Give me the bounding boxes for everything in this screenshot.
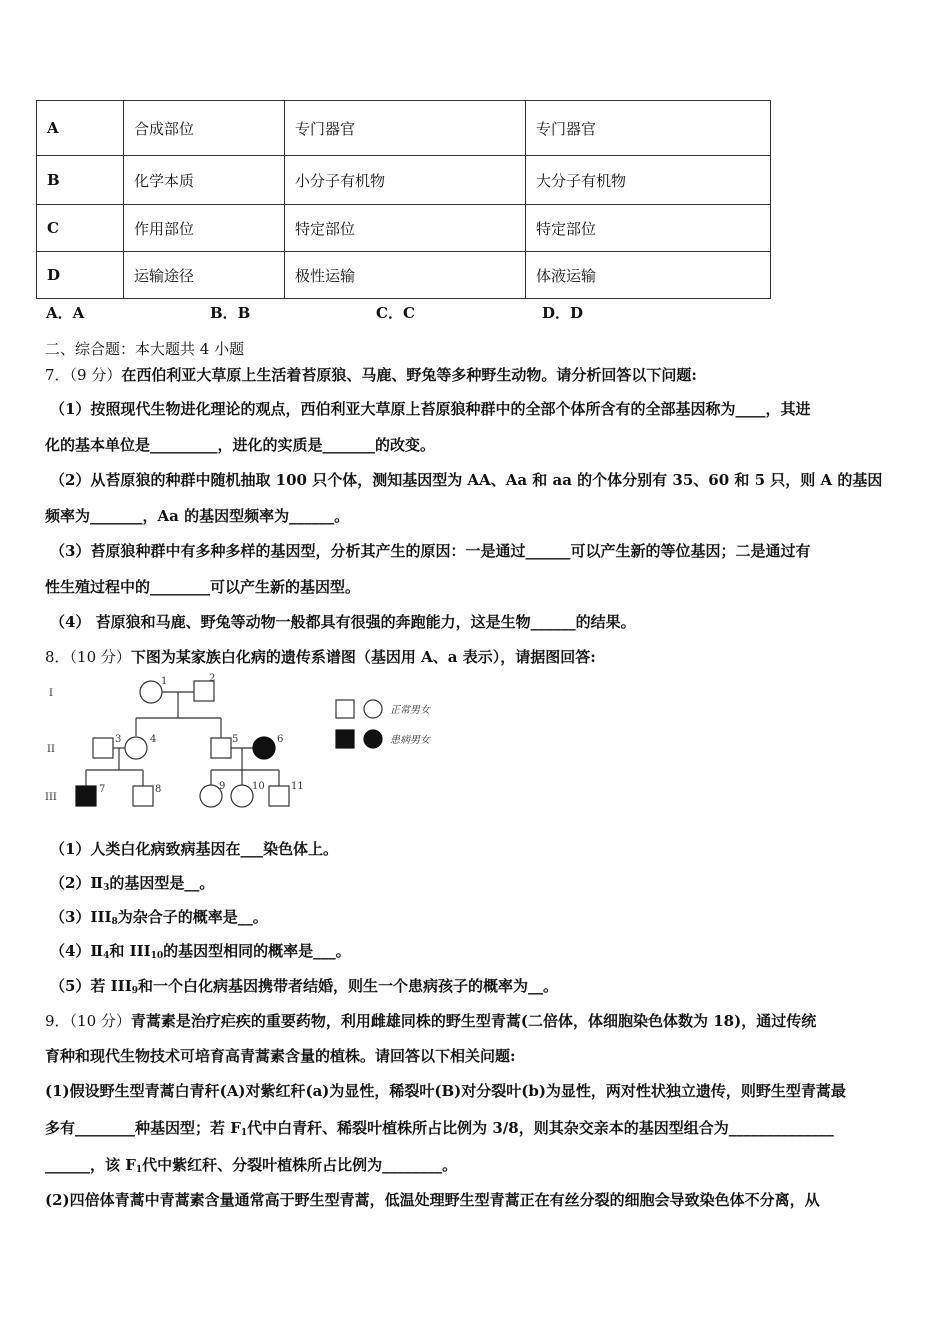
row-aspect: 作用部位 — [124, 205, 285, 252]
legend-affected-male — [336, 730, 354, 748]
table-row — [37, 252, 771, 299]
q8-s4-sub2: 10 — [150, 951, 164, 961]
gen-label: II — [47, 744, 55, 755]
individual-1 — [140, 681, 162, 703]
id-label: 1 — [161, 676, 168, 687]
row-col2: 体液运输 — [526, 252, 771, 299]
table-row — [37, 156, 771, 205]
option-b[interactable]: B．B — [210, 304, 251, 322]
row-label: D — [37, 252, 124, 299]
q8-s4-pre: （4）Ⅱ — [50, 942, 104, 960]
individual-2 — [194, 681, 214, 701]
option-a[interactable]: A．A — [46, 304, 85, 322]
q8-s2-sub: 3 — [103, 883, 110, 893]
individual-8 — [133, 786, 153, 806]
id-label: 2 — [209, 673, 216, 684]
q8-s2 — [50, 872, 214, 893]
table-row — [37, 101, 771, 156]
q8-s5-pre: （5）若 III — [50, 977, 132, 995]
comparison-table — [36, 100, 771, 299]
id-label: 6 — [277, 734, 284, 745]
id-label: 9 — [219, 781, 226, 792]
q8-s5 — [50, 975, 558, 996]
q9-p1a: (1)假设野生型青蒿白青秆(A)对紫红秆(a)为显性，稀裂叶(B)对分裂叶(b)为显性，两对性状独立遗传，则野生型青蒿最 — [45, 1082, 846, 1100]
q7-p2a: （2）从苔原狼的种群中随机抽取 100 只个体，测知基因型为 AA、Aa 和 aa 的个体分别有 35、60 和 5 只，则 A 的基因 — [50, 471, 883, 489]
q8-s3-pre: （3）III — [50, 908, 112, 926]
q8-number: 8．（10 分） — [45, 648, 131, 666]
q9-stem-a: 青蒿素是治疗疟疾的重要药物，利用雌雄同株的野生型青蒿(二倍体，体细胞染色体数为 18)，通过传统 — [130, 1012, 817, 1030]
row-col2: 专门器官 — [526, 101, 771, 156]
q8-stem-line — [45, 646, 596, 667]
q7-p3a: （3）苔原狼种群中有多种多样的基因型，分析其产生的原因：一是通过______可以产生新的等位基因；二是通过有 — [50, 542, 811, 560]
q7-stem: 在西伯利亚大草原上生活着苔原狼、马鹿、野兔等多种野生动物。请分析回答以下问题: — [121, 366, 697, 384]
q9-p2: (2)四倍体青蒿中青蒿素含量通常高于野生型青蒿，低温处理野生型青蒿正在有丝分裂的细胞会导致染色体不分离，从 — [45, 1191, 820, 1209]
individual-4 — [125, 737, 147, 759]
id-label: 7 — [99, 784, 106, 795]
q9-stem-b: 育种和现代生物技术可培育高青蒿素含量的植株。请回答以下相关问题: — [45, 1047, 516, 1065]
q9-p1b-post: 代中白青秆、稀裂叶植株所占比例为 3/8，则其杂交亲本的基因型组合为______________ — [247, 1119, 834, 1137]
q8-s1: （1）人类白化病致病基因在___染色体上。 — [50, 840, 338, 858]
q8-s5-post: 和一个白化病基因携带者结婚，则生一个患病孩子的概率为__。 — [137, 977, 558, 995]
individual-3 — [93, 738, 113, 758]
q9-p1c-post: 代中紫红秆、分裂叶植株所占比例为________。 — [142, 1156, 458, 1174]
q9-number: 9．（10 分） — [45, 1012, 131, 1030]
q8-s2-pre: （2）Ⅱ — [50, 874, 104, 892]
row-col2: 特定部位 — [526, 205, 771, 252]
pedigree-chart — [40, 672, 460, 817]
q8-s3-post: 为杂合子的概率是__。 — [117, 908, 268, 926]
q8-s4 — [50, 940, 351, 961]
q8-s4-mid: 和 III — [109, 942, 151, 960]
row-label: A — [37, 101, 124, 156]
individual-7 — [76, 786, 96, 806]
legend-normal-female — [364, 700, 382, 718]
id-label: 5 — [232, 734, 239, 745]
q7-number: 7．（9 分） — [45, 366, 122, 384]
q7-p2b: 频率为_______，Aa 的基因型频率为______。 — [45, 507, 350, 525]
q7-p1a: （1）按照现代生物进化理论的观点，西伯利亚大草原上苔原狼种群中的全部个体所含有的全部基因称为____，其进 — [50, 400, 811, 418]
q9-p1b-pre: 多有________种基因型；若 F — [45, 1119, 241, 1137]
id-label: 4 — [150, 734, 157, 745]
section-title: 二、综合题：本大题共 4 小题 — [45, 340, 245, 358]
q8-s3-sub: 8 — [111, 917, 118, 927]
q9-stem-line — [45, 1010, 816, 1031]
q7-stem-line — [45, 364, 697, 385]
id-label: 11 — [291, 781, 304, 792]
individual-5 — [211, 738, 231, 758]
q8-s4-sub: 4 — [103, 951, 110, 961]
q7-p3b: 性生殖过程中的________可以产生新的基因型。 — [45, 578, 361, 596]
row-col1: 小分子有机物 — [285, 156, 526, 205]
gen-label: III — [45, 792, 57, 803]
option-c[interactable]: C．C — [376, 304, 415, 322]
individual-6 — [253, 737, 275, 759]
id-label: 8 — [155, 784, 162, 795]
id-label: 3 — [115, 734, 122, 745]
row-col1: 特定部位 — [285, 205, 526, 252]
q8-s2-post: 的基因型是__。 — [109, 874, 215, 892]
row-label: C — [37, 205, 124, 252]
row-aspect: 运输途径 — [124, 252, 285, 299]
q7-p1b: 化的基本单位是_________，进化的实质是_______的改变。 — [45, 436, 436, 454]
q9-p1b — [45, 1117, 834, 1138]
legend-normal-label: 正常男女 — [390, 705, 430, 716]
q7-p4: （4） 苔原狼和马鹿、野兔等动物一般都具有很强的奔跑能力，这是生物______的结果。 — [50, 613, 636, 631]
q9-p1c-pre: ______，该 F — [45, 1156, 136, 1174]
row-col1: 极性运输 — [285, 252, 526, 299]
q9-p1c — [45, 1154, 457, 1175]
row-label: B — [37, 156, 124, 205]
id-label: 10 — [252, 781, 265, 792]
individual-10 — [231, 785, 253, 807]
q9-p1b-sub: 1 — [240, 1128, 248, 1138]
legend-normal-male — [336, 700, 354, 718]
q8-s5-sub: 9 — [131, 986, 138, 996]
individual-11 — [269, 786, 289, 806]
legend-affected-label: 患病男女 — [390, 735, 430, 746]
q8-stem: 下图为某家族白化病的遗传系谱图（基因用 A、a 表示），请据图回答: — [130, 648, 596, 666]
row-aspect: 合成部位 — [124, 101, 285, 156]
q9-p1c-sub: 1 — [135, 1165, 143, 1175]
row-aspect: 化学本质 — [124, 156, 285, 205]
row-col1: 专门器官 — [285, 101, 526, 156]
legend-affected-female — [364, 730, 382, 748]
table-row — [37, 205, 771, 252]
row-col2: 大分子有机物 — [526, 156, 771, 205]
gen-label: I — [49, 688, 53, 699]
q8-s3 — [50, 906, 268, 927]
option-d[interactable]: D．D — [542, 304, 584, 322]
q8-s4-post: 的基因型相同的概率是___。 — [163, 942, 351, 960]
